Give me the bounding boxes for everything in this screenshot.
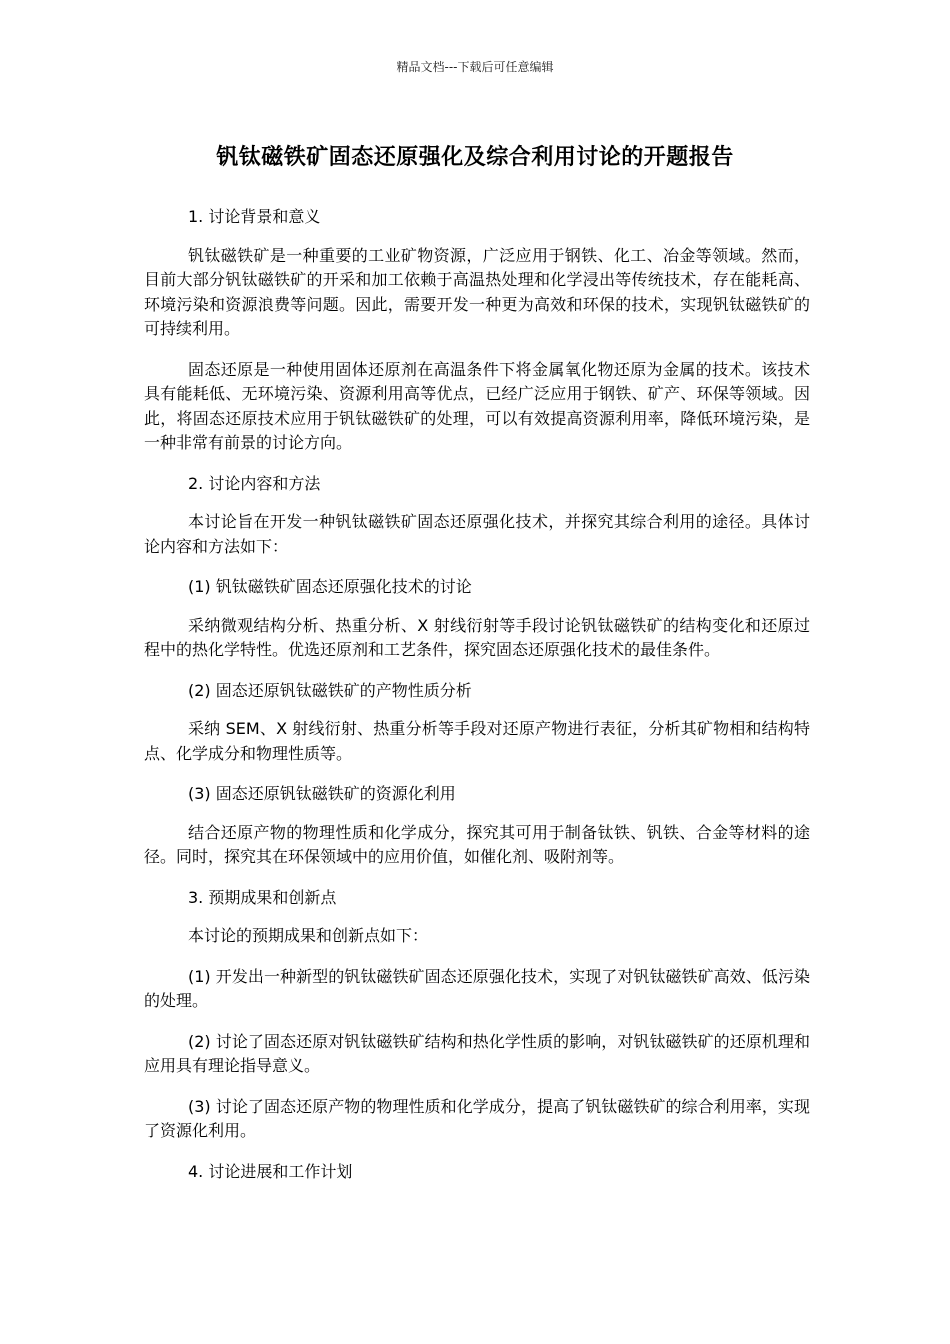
paragraph-background-2: 固态还原是一种使用固体还原剂在高温条件下将金属氧化物还原为金属的技术。该技术具有能耗低、无环境污染、资源利用高等优点，已经广泛应用于钢铁、矿产、环保等领域。因此，将固态还原技术应用于钒钛磁铁矿的处理，可以有效提高资源利用率，降低环境污染，是一种非常有前景的讨论方向。	[144, 359, 810, 452]
subheading-resource-utilization: (3) 固态还原钒钛磁铁矿的资源化利用	[188, 784, 456, 803]
document-title: 钒钛磁铁矿固态还原强化及综合利用讨论的开题报告	[216, 145, 734, 170]
subheading-reduction-technique: (1) 钒钛磁铁矿固态还原强化技术的讨论	[188, 577, 472, 596]
section-heading-content-methods: 2. 讨论内容和方法	[188, 473, 321, 493]
header-note: 精品文档---下载后可任意编辑	[396, 60, 554, 74]
paragraph-content-intro: 本讨论旨在开发一种钒钛磁铁矿固态还原强化技术，并探究其综合利用的途径。具体讨论内容和方法如下：	[144, 512, 810, 556]
section-heading-background: 1. 讨论背景和意义	[188, 207, 321, 226]
section-heading-expected-results: 3. 预期成果和创新点	[188, 887, 337, 907]
paragraph-reduction-technique: 采纳微观结构分析、热重分析、X 射线衍射等手段讨论钒钛磁铁矿的结构变化和还原过程中的热化学特性。优选还原剂和工艺条件，探究固态还原强化技术的最佳条件。	[144, 615, 810, 659]
paragraph-expected-2: (2) 讨论了固态还原对钒钛磁铁矿结构和热化学性质的影响，对钒钛磁铁矿的还原机理和应用具有理论指导意义。	[144, 1031, 810, 1075]
section-heading-progress-plan: 4. 讨论进展和工作计划	[188, 1161, 353, 1181]
paragraph-expected-intro: 本讨论的预期成果和创新点如下：	[188, 926, 429, 945]
subheading-product-analysis: (2) 固态还原钒钛磁铁矿的产物性质分析	[188, 680, 472, 700]
document-body	[144, 205, 810, 1198]
paragraph-product-analysis: 采纳 SEM、X 射线衍射、热重分析等手段对还原产物进行表征，分析其矿物相和结构特点、化学成分和物理性质等。	[144, 719, 810, 763]
paragraph-resource-utilization: 结合还原产物的物理性质和化学成分，探究其可用于制备钛铁、钒铁、合金等材料的途径。同时，探究其在环保领域中的应用价值，如催化剂、吸附剂等。	[144, 822, 810, 866]
paragraph-background-1: 钒钛磁铁矿是一种重要的工业矿物资源，广泛应用于钢铁、化工、冶金等领域。然而，目前大部分钒钛磁铁矿的开采和加工依赖于高温热处理和化学浸出等传统技术，存在能耗高、环境污染和资源浪费等问题。因此，需要开发一种更为高效和环保的技术，实现钒钛磁铁矿的可持续利用。	[144, 245, 810, 338]
paragraph-expected-3: (3) 讨论了固态还原产物的物理性质和化学成分，提高了钒钛磁铁矿的综合利用率，实现了资源化利用。	[144, 1096, 810, 1140]
paragraph-expected-1: (1) 开发出一种新型的钒钛磁铁矿固态还原强化技术，实现了对钒钛磁铁矿高效、低污染的处理。	[144, 966, 810, 1010]
